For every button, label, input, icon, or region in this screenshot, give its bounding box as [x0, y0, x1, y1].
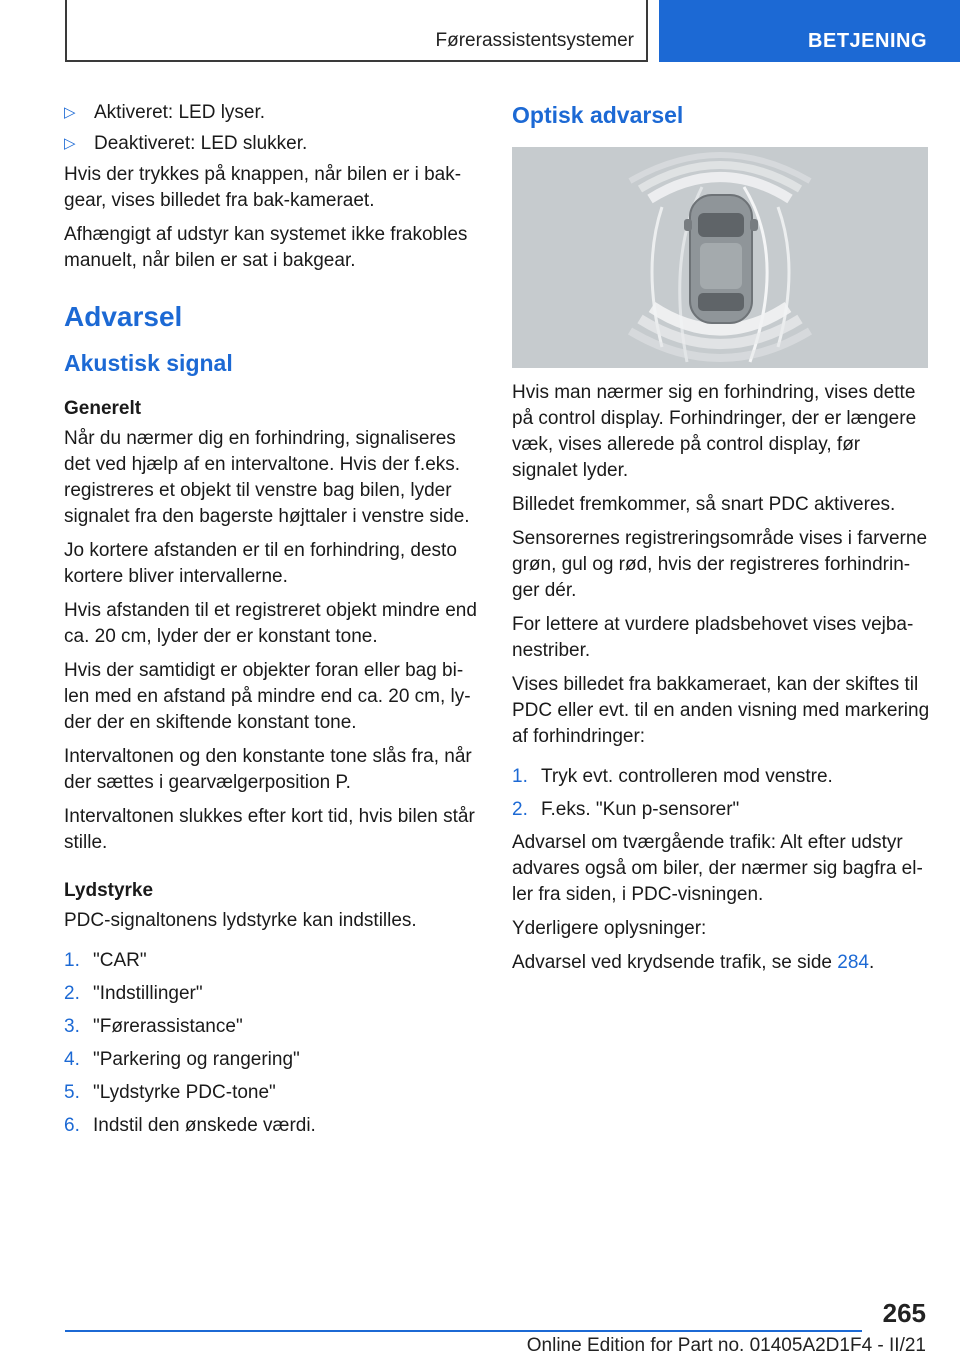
paragraph: Hvis der trykkes på knappen, når bilen er i bak-gear, vises billedet fra bak-kameraet.	[64, 164, 462, 211]
paragraph: Sensorernes registreringsområde vises i farverne grøn, gul og rød, hvis der registreres forhindrin-ger dér.	[512, 528, 928, 601]
page-link[interactable]: 284	[837, 952, 869, 973]
left-column	[64, 100, 477, 1146]
step-text: "CAR"	[93, 950, 147, 971]
header-section-box	[65, 0, 648, 62]
step-text: "Indstillinger"	[93, 983, 203, 1004]
bullet-item	[64, 100, 477, 126]
step-item	[64, 1080, 477, 1106]
step-item	[64, 1047, 477, 1073]
heading-optisk-advarsel: Optisk advarsel	[512, 102, 684, 128]
step-number: 1.	[64, 950, 80, 971]
heading-lydstyrke: Lydstyrke	[64, 880, 154, 901]
paragraph: Hvis afstanden til et registreret objekt mindre end ca. 20 cm, lyder der er konstant tone.	[64, 600, 477, 647]
paragraph: Hvis der samtidigt er objekter foran eller bag bi-len med en afstand på mindre end ca. 20 cm, ly-der der en skiftende konstant tone.	[64, 660, 471, 733]
header-chapter-title: BETJENING	[808, 30, 927, 52]
paragraph: Hvis man nærmer sig en forhindring, vises dette på control display. Forhindringer, der er længere væk, vises allerede på control display, før signalet lyder.	[512, 382, 917, 481]
cross-reference	[512, 950, 930, 976]
step-number: 1.	[512, 766, 528, 787]
paragraph: For lettere at vurdere pladsbehovet vises vejba-nestriber.	[512, 614, 914, 661]
step-text: Indstil den ønskede værdi.	[93, 1115, 316, 1136]
step-text: Tryk evt. controlleren mod venstre.	[541, 766, 833, 787]
step-text: "Parkering og rangering"	[93, 1049, 300, 1070]
paragraph: Når du nærmer dig en forhindring, signaliseres det ved hjælp af en intervaltone. Hvis der f.eks. registreres et objekt til venstre bag bilen, lyder signalet fra den bagerste højttaler i venstre side.	[64, 428, 470, 527]
step-item	[512, 764, 930, 790]
paragraph: Vises billedet fra bakkameraet, kan der skiftes til PDC eller evt. til en anden visning med markering af forhindringer:	[512, 674, 930, 747]
bullet-item	[64, 131, 477, 157]
paragraph: Advarsel om tværgående trafik: Alt efter udstyr advares også om biler, der nærmer sig bagfra el-ler fra siden, i PDC-visningen.	[512, 832, 923, 905]
step-item	[64, 981, 477, 1007]
step-text: "Førerassistance"	[93, 1016, 243, 1037]
step-number: 6.	[64, 1115, 80, 1136]
heading-akustisk-signal: Akustisk signal	[64, 350, 233, 376]
footer-edition: Online Edition for Part no. 01405A2D1F4 - II/21	[526, 1335, 926, 1356]
cross-reference-end: .	[868, 952, 875, 973]
right-column	[512, 100, 930, 984]
cross-reference-text: Advarsel ved krydsende trafik, se side	[512, 952, 838, 973]
bullet-text: Aktiveret: LED lyser.	[94, 102, 266, 123]
pdc-sensor-figure	[512, 147, 928, 368]
heading-generelt: Generelt	[64, 398, 142, 419]
footer-rule	[65, 1330, 862, 1332]
paragraph: Billedet fremkommer, så snart PDC aktiveres.	[512, 494, 896, 515]
step-item	[64, 1014, 477, 1040]
step-number: 5.	[64, 1082, 80, 1103]
step-item	[64, 1113, 477, 1139]
header-section-title: Førerassistentsystemer	[435, 30, 634, 51]
page-number: 265	[882, 1298, 926, 1328]
step-number: 3.	[64, 1016, 80, 1037]
paragraph: Yderligere oplysninger:	[512, 918, 707, 939]
step-item	[64, 948, 477, 974]
bullet-text: Deaktiveret: LED slukker.	[94, 133, 308, 154]
paragraph: PDC-signaltonens lydstyrke kan indstilles.	[64, 910, 417, 931]
paragraph: Afhængigt af udstyr kan systemet ikke frakobles manuelt, når bilen er sat i bakgear.	[64, 224, 468, 271]
triangle-bullet-icon: ▷	[64, 104, 76, 121]
pdc-car-illustration	[512, 147, 928, 368]
paragraph: Jo kortere afstanden er til en forhindring, desto kortere bliver intervallerne.	[64, 540, 457, 587]
step-text: F.eks. "Kun p-sensorer"	[541, 799, 740, 820]
step-item	[512, 797, 930, 823]
triangle-bullet-icon: ▷	[64, 135, 76, 152]
step-number: 2.	[64, 983, 80, 1004]
step-number: 2.	[512, 799, 528, 820]
step-number: 4.	[64, 1049, 80, 1070]
paragraph: Intervaltonen slukkes efter kort tid, hvis bilen står stille.	[64, 806, 475, 853]
paragraph: Intervaltonen og den konstante tone slås fra, når der sættes i gearvælgerposition P.	[64, 746, 472, 793]
step-text: "Lydstyrke PDC-tone"	[93, 1082, 276, 1103]
header-chapter-tab[interactable]	[659, 0, 960, 62]
heading-advarsel: Advarsel	[64, 301, 183, 332]
